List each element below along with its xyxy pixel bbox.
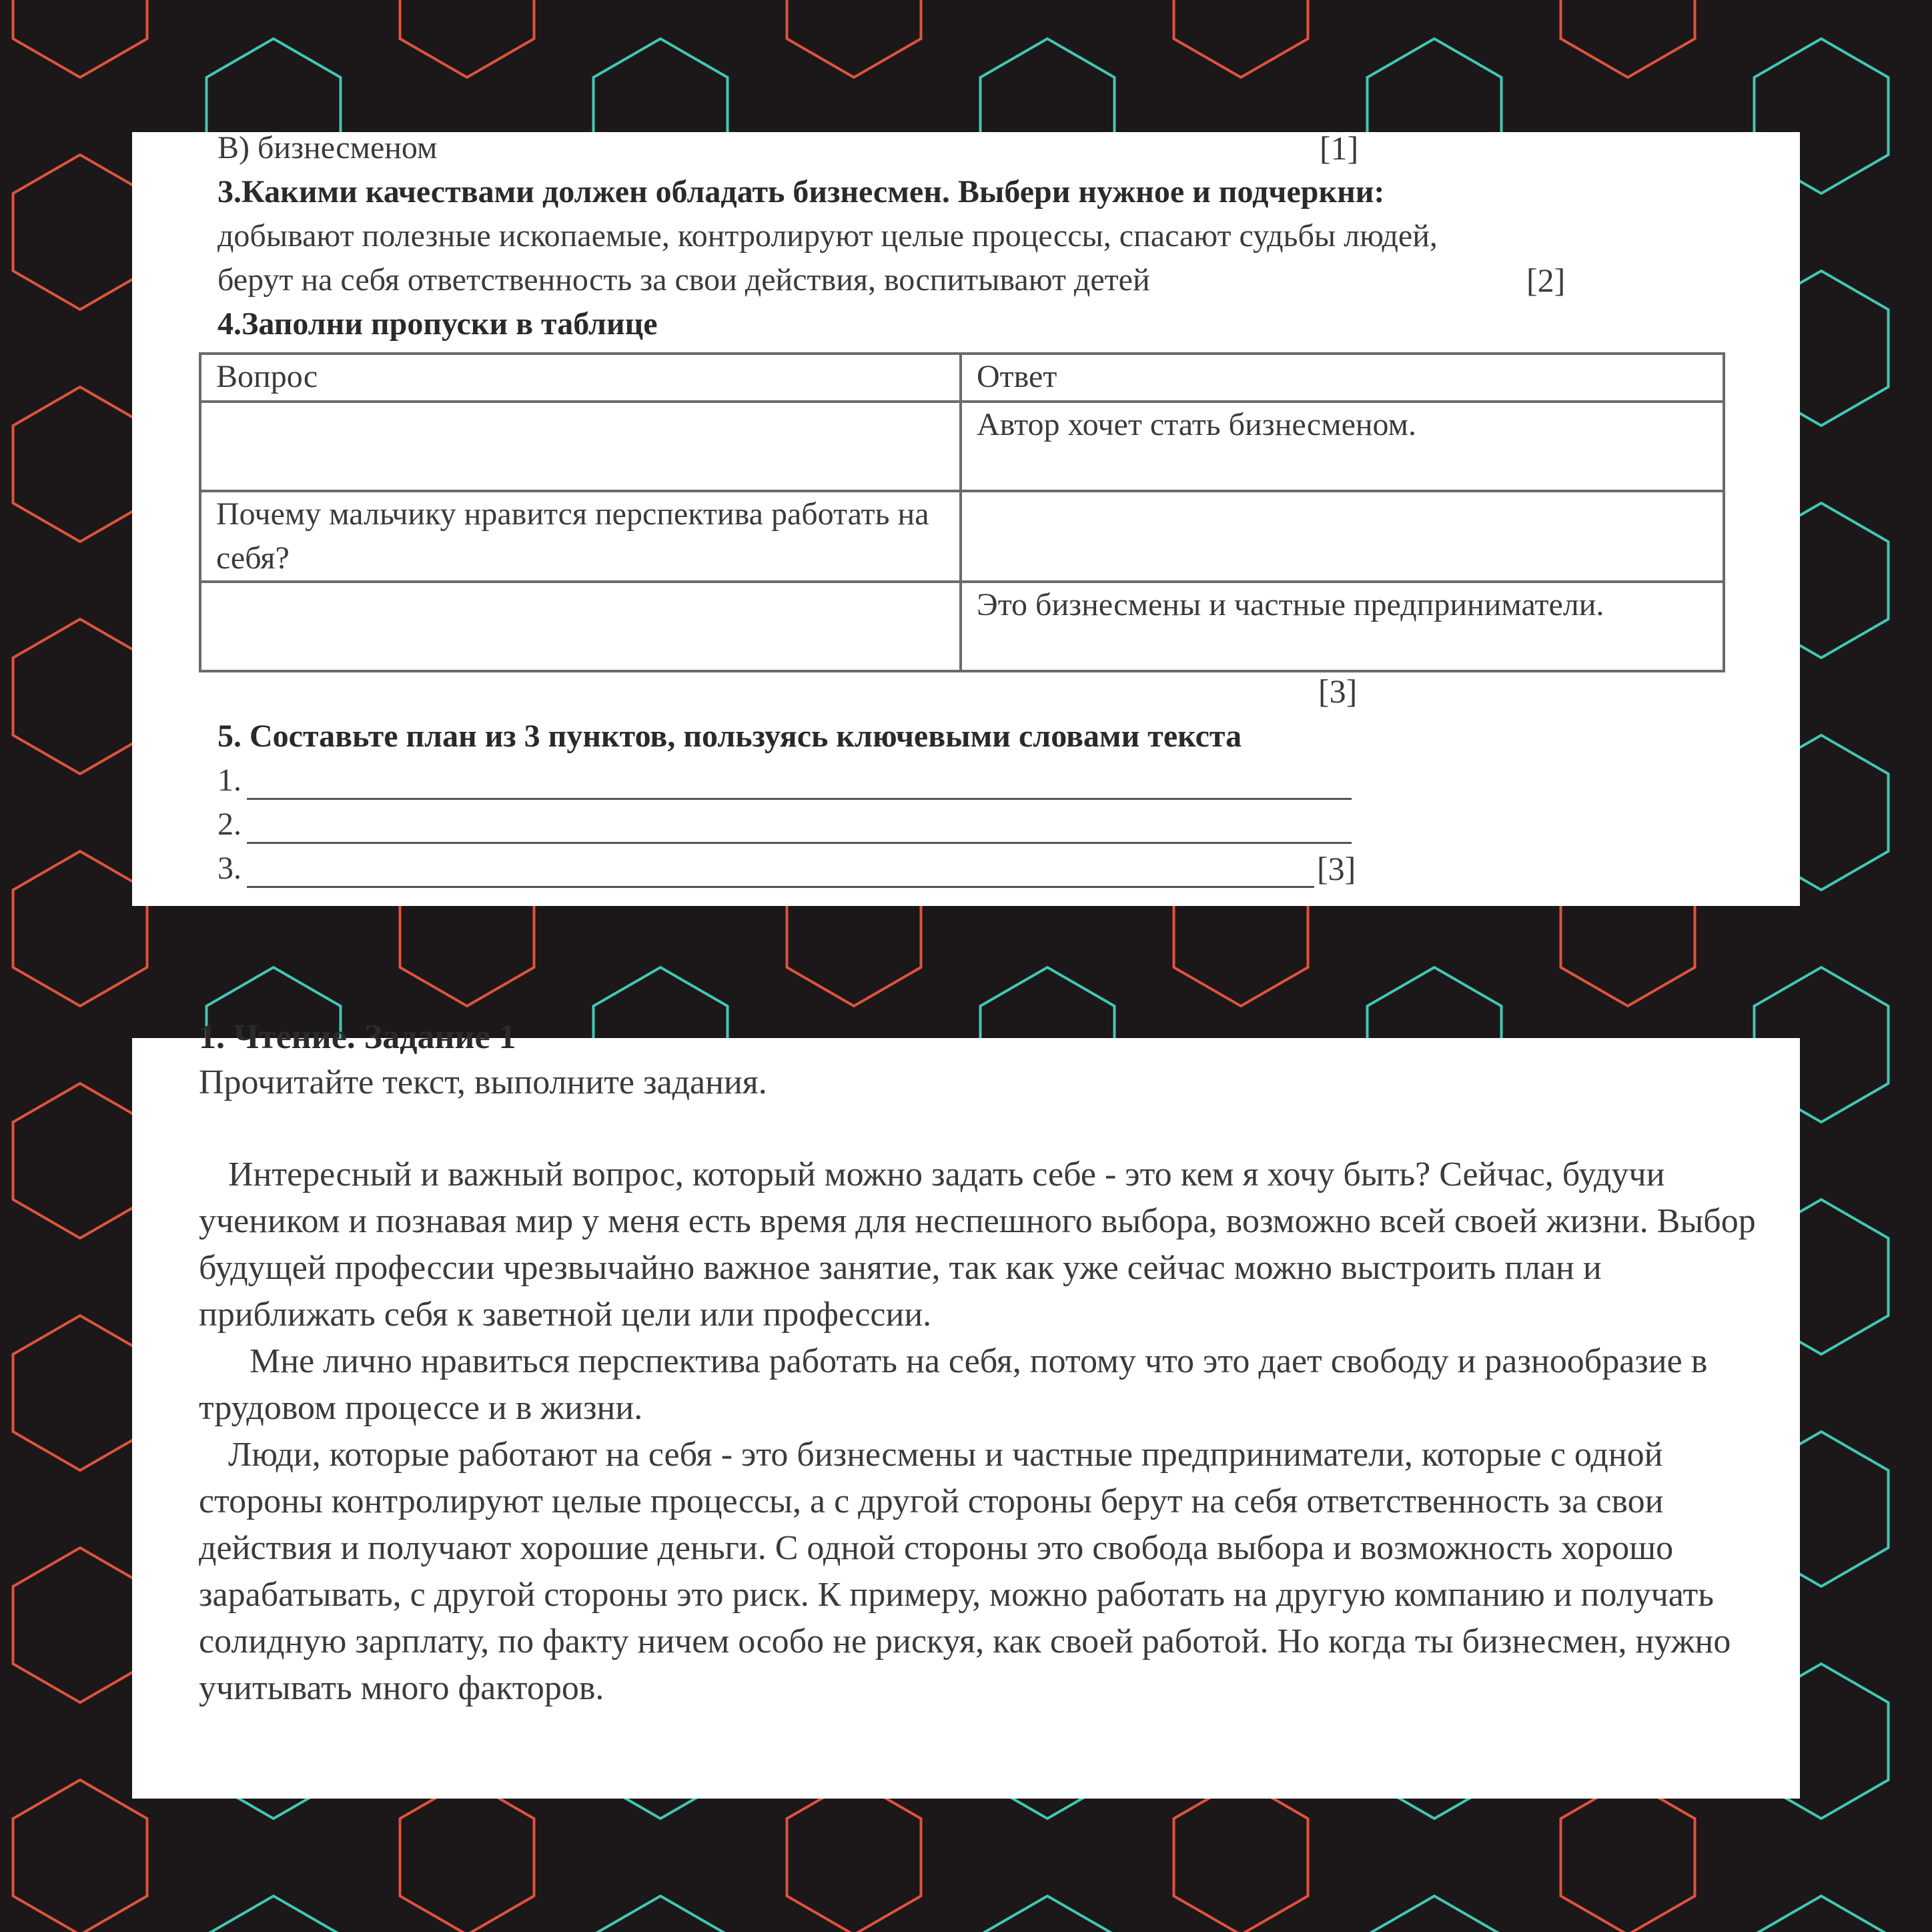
question-5-title: 5. Составьте план из 3 пунктов, пользуясь ключевыми словами текста xyxy=(217,718,1242,754)
table-cell-answer: Это бизнесмены и частные предприниматели. xyxy=(961,582,1724,671)
cut-off-title: 1. Чтение. Задание 1 xyxy=(199,1018,516,1056)
text-paragraph-2: Мне лично нравиться перспектива работать на себя, потому что это дает свободу и разнообразие в трудовом процессе и в жизни. xyxy=(199,1342,1708,1427)
text-paragraph-3: Люди, которые работают на себя - это бизнесмены и частные предприниматели, которые с одной стороны контролируют целые процессы, а с другой стороны берут на себя ответственность за свои действия и получают хорошие деньги. С одной стороны это свобода выбора и возможность хорошо зарабатывать, с другой стороны это риск. К примеру, можно работать на другую компанию и получать солидную зарплату, по факту ничем особо не рискуя, как своей работой. Но когда ты бизнесмен, нужно учитывать много факторов. xyxy=(199,1436,1731,1707)
table-row xyxy=(200,582,1724,671)
plan-item-2-blank[interactable] xyxy=(247,842,1352,844)
question-3-score: [2] xyxy=(1526,262,1566,299)
question-5-score: [3] xyxy=(1317,850,1356,887)
answer-v-text: В) бизнесменом xyxy=(217,130,438,165)
plan-item-3-blank[interactable] xyxy=(247,886,1314,888)
instruction-text: Прочитайте текст, выполните задания. xyxy=(199,1063,767,1101)
table-cell-answer[interactable] xyxy=(961,491,1724,582)
question-3-options-line-1: добывают полезные ископаемые, контролируют целые процессы, спасают судьбы людей, xyxy=(217,218,1438,254)
answer-v-score: [1] xyxy=(1320,129,1359,167)
question-3-options-line-2: берут на себя ответственность за свои действия, воспитывают детей xyxy=(217,262,1150,298)
question-3-title: 3.Какими качествами должен обладать бизнесмен. Выбери нужное и подчеркни: xyxy=(217,174,1385,209)
table-header-question: Вопрос xyxy=(200,354,961,402)
question-4-score: [3] xyxy=(1318,672,1358,710)
table-cell-answer: Автор хочет стать бизнесменом. xyxy=(961,402,1724,491)
table-header-answer: Ответ xyxy=(961,354,1724,402)
plan-item-2-number: 2. xyxy=(217,807,242,842)
plan-item-1-blank[interactable] xyxy=(247,798,1352,800)
worksheet-top-page xyxy=(132,129,1800,906)
plan-item-3-number: 3. xyxy=(217,851,242,886)
plan-item-1-number: 1. xyxy=(217,763,242,798)
question-4-title: 4.Заполни пропуски в таблице xyxy=(217,306,658,342)
table-cell-question: Почему мальчику нравится перспектива работать на себя? xyxy=(200,491,961,582)
table-cell-question[interactable] xyxy=(200,402,961,491)
reading-text-page xyxy=(132,1018,1800,1799)
text-paragraph-1: Интересный и важный вопрос, который можно задать себе - это кем я хочу быть? Сейчас, будучи учеником и познавая мир у меня есть время для неспешного выбора, возможно всей своей жизни. Выбор будущей профессии чрезвычайно важное занятие, так как уже сейчас можно выстроить план и приближать себя к заветной цели или профессии. xyxy=(199,1155,1756,1334)
question-4-table xyxy=(199,352,1725,672)
table-row xyxy=(200,491,1724,582)
table-header-row xyxy=(200,354,1724,402)
table-cell-question[interactable] xyxy=(200,582,961,671)
table-row xyxy=(200,402,1724,491)
cut-title-clip xyxy=(132,1018,1800,1056)
